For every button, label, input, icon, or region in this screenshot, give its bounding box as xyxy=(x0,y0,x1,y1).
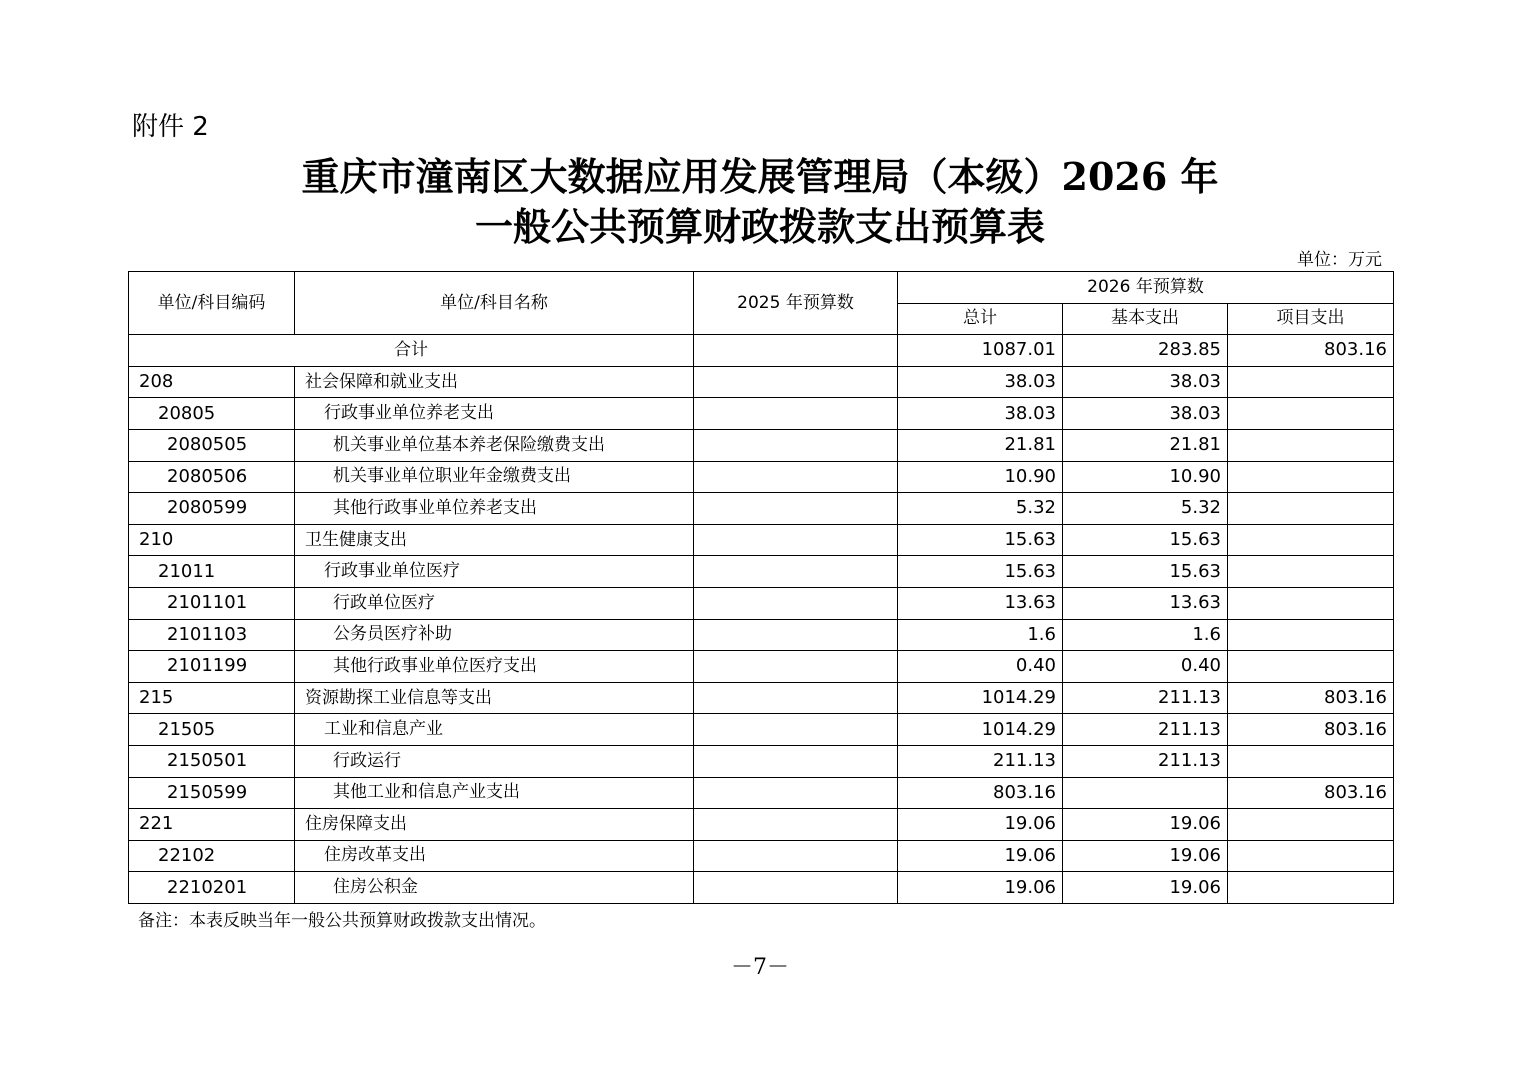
row-prev xyxy=(694,651,898,683)
row-code: 22102 xyxy=(129,840,295,872)
row-prev xyxy=(694,493,898,525)
row-prev xyxy=(694,682,898,714)
row-name: 资源勘探工业信息等支出 xyxy=(295,682,694,714)
row-code: 2080505 xyxy=(129,429,295,461)
page-title-line2: 一般公共预算财政拨款支出预算表 xyxy=(474,204,1045,249)
row-total: 15.63 xyxy=(898,524,1063,556)
row-name: 其他行政事业单位养老支出 xyxy=(295,493,694,525)
row-total: 803.16 xyxy=(898,777,1063,809)
row-total: 1.6 xyxy=(898,619,1063,651)
row-total: 19.06 xyxy=(898,872,1063,904)
row-name: 其他工业和信息产业支出 xyxy=(295,777,694,809)
row-prev xyxy=(694,587,898,619)
table-row xyxy=(129,809,1394,841)
row-name: 行政运行 xyxy=(295,745,694,777)
row-total: 38.03 xyxy=(898,398,1063,430)
row-prev xyxy=(694,745,898,777)
table-row xyxy=(129,682,1394,714)
header-total: 总计 xyxy=(898,303,1063,335)
row-total: 21.81 xyxy=(898,429,1063,461)
row-code: 21011 xyxy=(129,556,295,588)
row-code: 2101101 xyxy=(129,587,295,619)
row-prev xyxy=(694,524,898,556)
row-code: 2101199 xyxy=(129,651,295,683)
header-project: 项目支出 xyxy=(1228,303,1394,335)
total-basic: 283.85 xyxy=(1063,335,1228,367)
row-total: 19.06 xyxy=(898,809,1063,841)
row-code: 2150599 xyxy=(129,777,295,809)
row-project xyxy=(1228,587,1394,619)
table-row xyxy=(129,398,1394,430)
table-row xyxy=(129,587,1394,619)
row-code: 221 xyxy=(129,809,295,841)
header-basic: 基本支出 xyxy=(1063,303,1228,335)
row-project xyxy=(1228,398,1394,430)
row-name: 工业和信息产业 xyxy=(295,714,694,746)
attachment-label: 附件 2 xyxy=(132,112,209,142)
row-code: 208 xyxy=(129,366,295,398)
row-basic: 38.03 xyxy=(1063,398,1228,430)
table-row xyxy=(129,651,1394,683)
row-code: 2080506 xyxy=(129,461,295,493)
row-name: 住房保障支出 xyxy=(295,809,694,841)
row-basic: 21.81 xyxy=(1063,429,1228,461)
row-total: 19.06 xyxy=(898,840,1063,872)
row-basic: 0.40 xyxy=(1063,651,1228,683)
table-row xyxy=(129,461,1394,493)
row-prev xyxy=(694,619,898,651)
row-name: 住房公积金 xyxy=(295,872,694,904)
total-label: 合计 xyxy=(129,335,694,367)
row-project xyxy=(1228,429,1394,461)
header-row-1 xyxy=(129,272,1394,304)
table-row xyxy=(129,840,1394,872)
row-total: 38.03 xyxy=(898,366,1063,398)
unit-label: 单位：万元 xyxy=(1297,250,1382,270)
table-row xyxy=(129,524,1394,556)
row-basic: 38.03 xyxy=(1063,366,1228,398)
row-prev xyxy=(694,429,898,461)
total-project: 803.16 xyxy=(1228,335,1394,367)
row-basic: 211.13 xyxy=(1063,745,1228,777)
table-row xyxy=(129,745,1394,777)
row-name: 行政事业单位医疗 xyxy=(295,556,694,588)
header-name: 单位/科目名称 xyxy=(295,272,694,335)
row-project xyxy=(1228,809,1394,841)
table-row xyxy=(129,619,1394,651)
row-total: 10.90 xyxy=(898,461,1063,493)
row-prev xyxy=(694,809,898,841)
row-project xyxy=(1228,872,1394,904)
row-total: 1014.29 xyxy=(898,714,1063,746)
total-total: 1087.01 xyxy=(898,335,1063,367)
row-code: 2101103 xyxy=(129,619,295,651)
row-prev xyxy=(694,714,898,746)
row-basic: 19.06 xyxy=(1063,872,1228,904)
row-total: 211.13 xyxy=(898,745,1063,777)
row-project xyxy=(1228,493,1394,525)
row-project xyxy=(1228,840,1394,872)
row-project xyxy=(1228,619,1394,651)
total-row xyxy=(129,335,1394,367)
row-name: 行政单位医疗 xyxy=(295,587,694,619)
row-total: 5.32 xyxy=(898,493,1063,525)
table-row xyxy=(129,714,1394,746)
row-name: 公务员医疗补助 xyxy=(295,619,694,651)
table-note: 备注：本表反映当年一般公共预算财政拨款支出情况。 xyxy=(138,911,546,931)
row-name: 住房改革支出 xyxy=(295,840,694,872)
row-basic: 1.6 xyxy=(1063,619,1228,651)
row-project xyxy=(1228,745,1394,777)
row-name: 社会保障和就业支出 xyxy=(295,366,694,398)
row-project xyxy=(1228,524,1394,556)
row-name: 机关事业单位职业年金缴费支出 xyxy=(295,461,694,493)
row-prev xyxy=(694,872,898,904)
row-prev xyxy=(694,366,898,398)
page-number: －7－ xyxy=(731,955,789,980)
header-current-budget: 2026 年预算数 xyxy=(898,272,1394,304)
row-name: 机关事业单位基本养老保险缴费支出 xyxy=(295,429,694,461)
row-name: 行政事业单位养老支出 xyxy=(295,398,694,430)
table-row xyxy=(129,493,1394,525)
row-basic: 15.63 xyxy=(1063,524,1228,556)
row-code: 210 xyxy=(129,524,295,556)
row-basic: 211.13 xyxy=(1063,714,1228,746)
row-project: 803.16 xyxy=(1228,682,1394,714)
row-project xyxy=(1228,556,1394,588)
row-code: 215 xyxy=(129,682,295,714)
row-basic: 19.06 xyxy=(1063,809,1228,841)
table-row xyxy=(129,777,1394,809)
row-project xyxy=(1228,461,1394,493)
table-row xyxy=(129,429,1394,461)
row-prev xyxy=(694,777,898,809)
row-code: 21505 xyxy=(129,714,295,746)
row-total: 13.63 xyxy=(898,587,1063,619)
table-row xyxy=(129,366,1394,398)
table-row xyxy=(129,872,1394,904)
row-project xyxy=(1228,651,1394,683)
row-prev xyxy=(694,556,898,588)
row-basic: 15.63 xyxy=(1063,556,1228,588)
row-total: 1014.29 xyxy=(898,682,1063,714)
row-basic: 5.32 xyxy=(1063,493,1228,525)
total-prev xyxy=(694,335,898,367)
page-title-line1: 重庆市潼南区大数据应用发展管理局（本级）2026 年 xyxy=(301,154,1219,199)
row-basic: 13.63 xyxy=(1063,587,1228,619)
row-basic: 10.90 xyxy=(1063,461,1228,493)
budget-table xyxy=(128,271,1394,904)
header-code: 单位/科目编码 xyxy=(129,272,295,335)
row-name: 卫生健康支出 xyxy=(295,524,694,556)
table-row xyxy=(129,556,1394,588)
row-project: 803.16 xyxy=(1228,777,1394,809)
row-total: 15.63 xyxy=(898,556,1063,588)
row-code: 20805 xyxy=(129,398,295,430)
row-code: 2080599 xyxy=(129,493,295,525)
row-prev xyxy=(694,398,898,430)
row-prev xyxy=(694,840,898,872)
row-basic: 211.13 xyxy=(1063,682,1228,714)
row-prev xyxy=(694,461,898,493)
row-total: 0.40 xyxy=(898,651,1063,683)
row-project xyxy=(1228,366,1394,398)
row-project: 803.16 xyxy=(1228,714,1394,746)
row-basic: 19.06 xyxy=(1063,840,1228,872)
row-name: 其他行政事业单位医疗支出 xyxy=(295,651,694,683)
row-code: 2210201 xyxy=(129,872,295,904)
header-prev-budget: 2025 年预算数 xyxy=(694,272,898,335)
row-code: 2150501 xyxy=(129,745,295,777)
row-basic xyxy=(1063,777,1228,809)
